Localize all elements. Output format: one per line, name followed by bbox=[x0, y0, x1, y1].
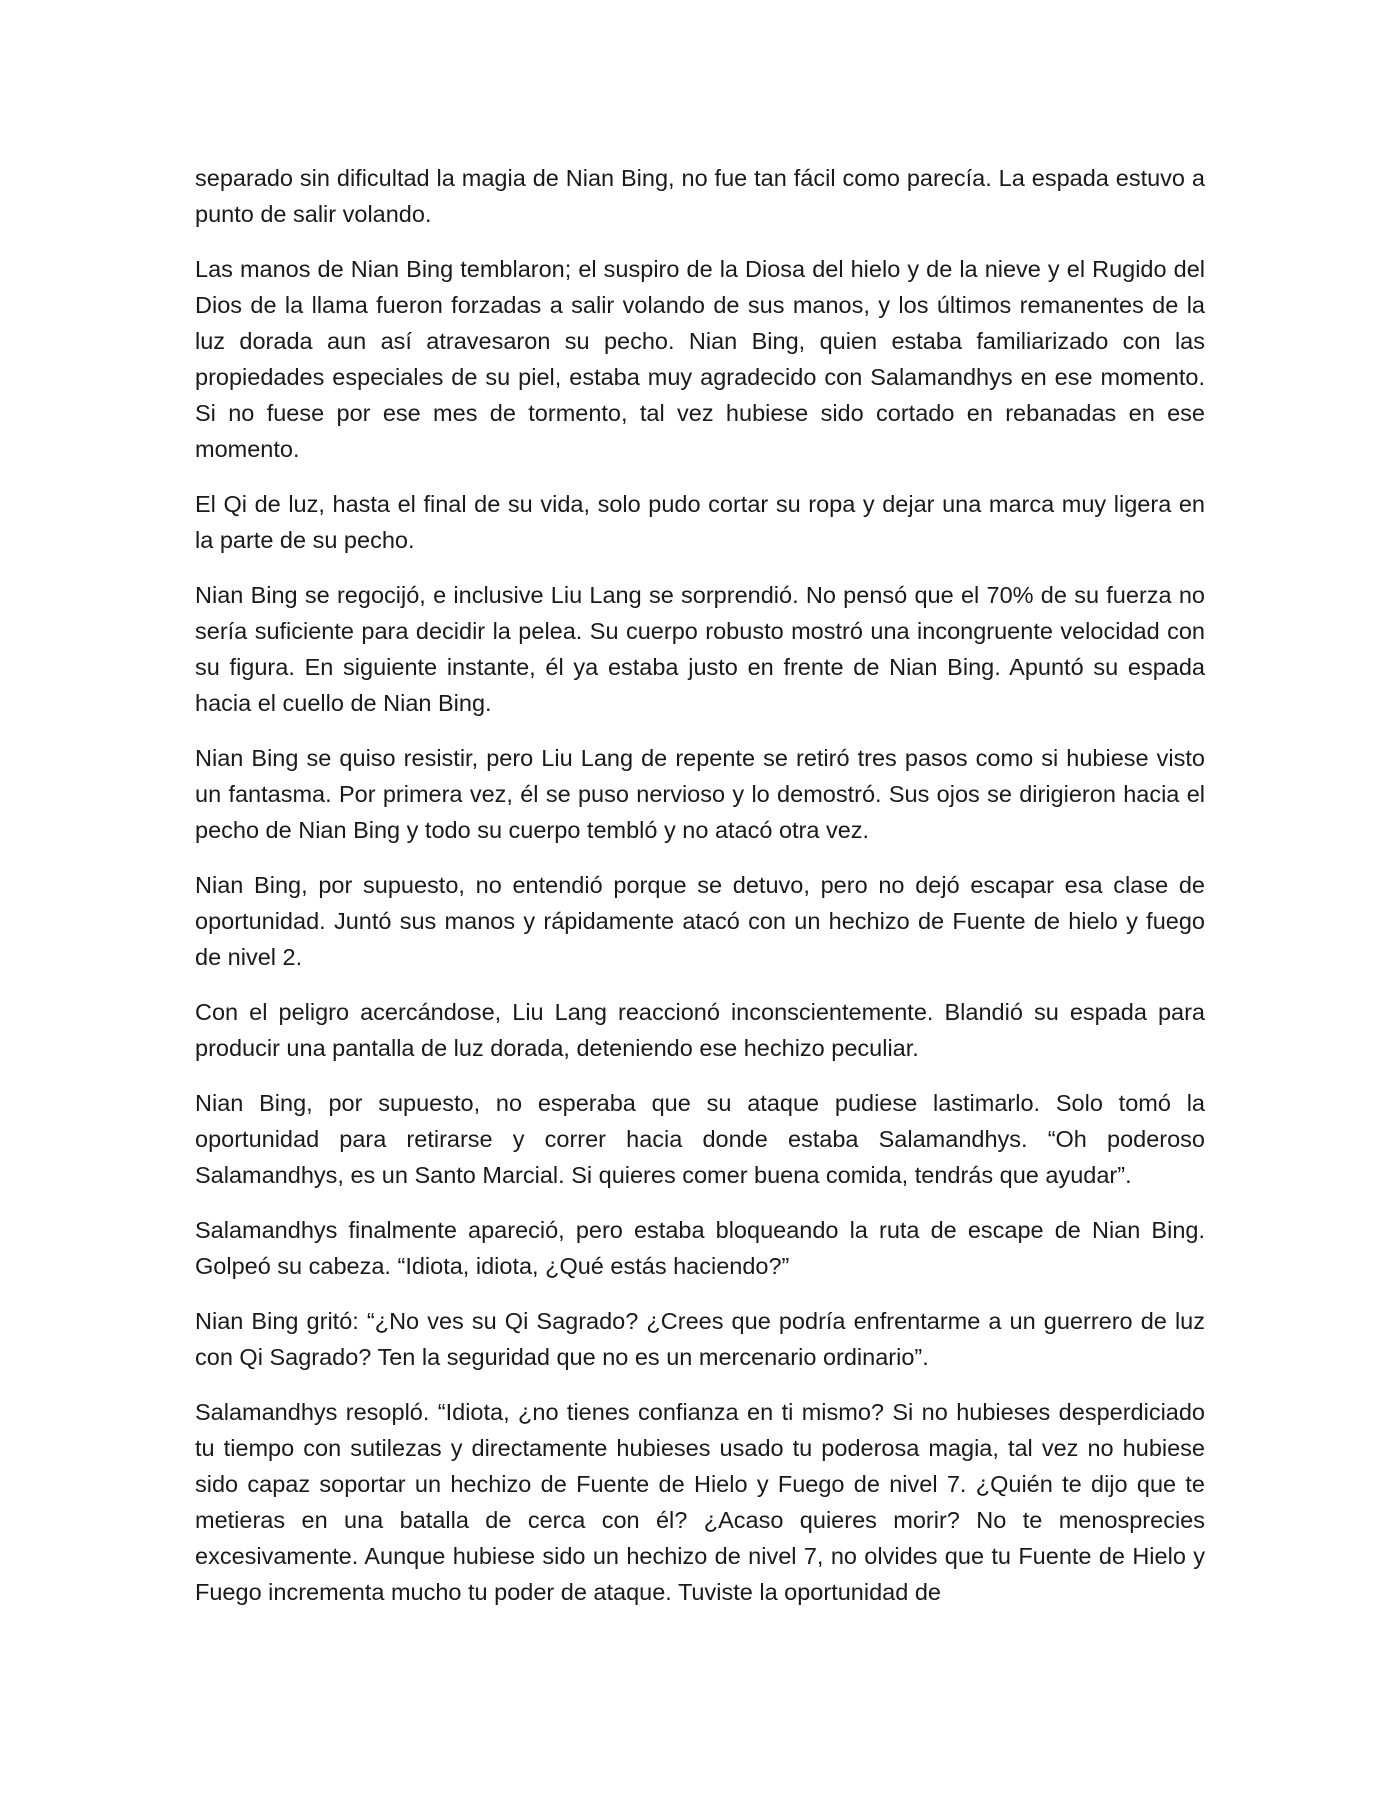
paragraph-9: Salamandhys finalmente apareció, pero estaba bloqueando la ruta de escape de Nian Bing. Golpeó su cabeza. “Idiota, idiota, ¿Qué estás haciendo?” bbox=[195, 1217, 1205, 1279]
paragraph-10: Nian Bing gritó: “¿No ves su Qi Sagrado? ¿Crees que podría enfrentarme a un guerrero de luz con Qi Sagrado? Ten la seguridad que no es un mercenario ordinario”. bbox=[195, 1308, 1205, 1370]
paragraph-7: Con el peligro acercándose, Liu Lang reaccionó inconscientemente. Blandió su espada para producir una pantalla de luz dorada, deteniendo ese hechizo peculiar. bbox=[195, 999, 1205, 1061]
paragraph-8: Nian Bing, por supuesto, no esperaba que su ataque pudiese lastimarlo. Solo tomó la oportunidad para retirarse y correr hacia donde estaba Salamandhys. “Oh poderoso Salamandhys, es un Santo Marcial. Si quieres comer buena comida, tendrás que ayudar”. bbox=[195, 1090, 1205, 1188]
paragraph-5: Nian Bing se quiso resistir, pero Liu Lang de repente se retiró tres pasos como si hubiese visto un fantasma. Por primera vez, él se puso nervioso y lo demostró. Sus ojos se dirigieron hacia el pecho de Nian Bing y todo su cuerpo tembló y no atacó otra vez. bbox=[195, 745, 1205, 843]
paragraph-6: Nian Bing, por supuesto, no entendió porque se detuvo, pero no dejó escapar esa clase de oportunidad. Juntó sus manos y rápidamente atacó con un hechizo de Fuente de hielo y fuego de nivel 2. bbox=[195, 872, 1205, 970]
paragraph-3: El Qi de luz, hasta el final de su vida, solo pudo cortar su ropa y dejar una marca muy ligera en la parte de su pecho. bbox=[195, 491, 1205, 553]
paragraph-11: Salamandhys resopló. “Idiota, ¿no tienes confianza en ti mismo? Si no hubieses desperdiciado tu tiempo con sutilezas y directamente hubieses usado tu poderosa magia, tal vez no hubiese sido capaz soportar un hechizo de Fuente de Hielo y Fuego de nivel 7. ¿Quién te dijo que te metieras en una batalla de cerca con él? ¿Acaso quieres morir? No te menosprecies excesivamente. Aunque hubiese sido un hechizo de nivel 7, no olvides que tu Fuente de Hielo y Fuego incrementa mucho tu poder de ataque. Tuviste la oportunidad de bbox=[195, 1399, 1205, 1605]
paragraph-2: Las manos de Nian Bing temblaron; el suspiro de la Diosa del hielo y de la nieve y el Rugido del Dios de la llama fueron forzadas a salir volando de sus manos, y los últimos remanentes de la luz dorada aun así atravesaron su pecho. Nian Bing, quien estaba familiarizado con las propiedades especiales de su piel, estaba muy agradecido con Salamandhys en ese momento. Si no fuese por ese mes de tormento, tal vez hubiese sido cortado en rebanadas en ese momento. bbox=[195, 256, 1205, 462]
body-text bbox=[195, 160, 1205, 1629]
paragraph-4: Nian Bing se regocijó, e inclusive Liu Lang se sorprendió. No pensó que el 70% de su fuerza no sería suficiente para decidir la pelea. Su cuerpo robusto mostró una incongruente velocidad con su figura. En siguiente instante, él ya estaba justo en frente de Nian Bing. Apuntó su espada hacia el cuello de Nian Bing. bbox=[195, 582, 1205, 716]
paragraph-1: separado sin dificultad la magia de Nian Bing, no fue tan fácil como parecía. La espada estuvo a punto de salir volando. bbox=[195, 165, 1205, 227]
